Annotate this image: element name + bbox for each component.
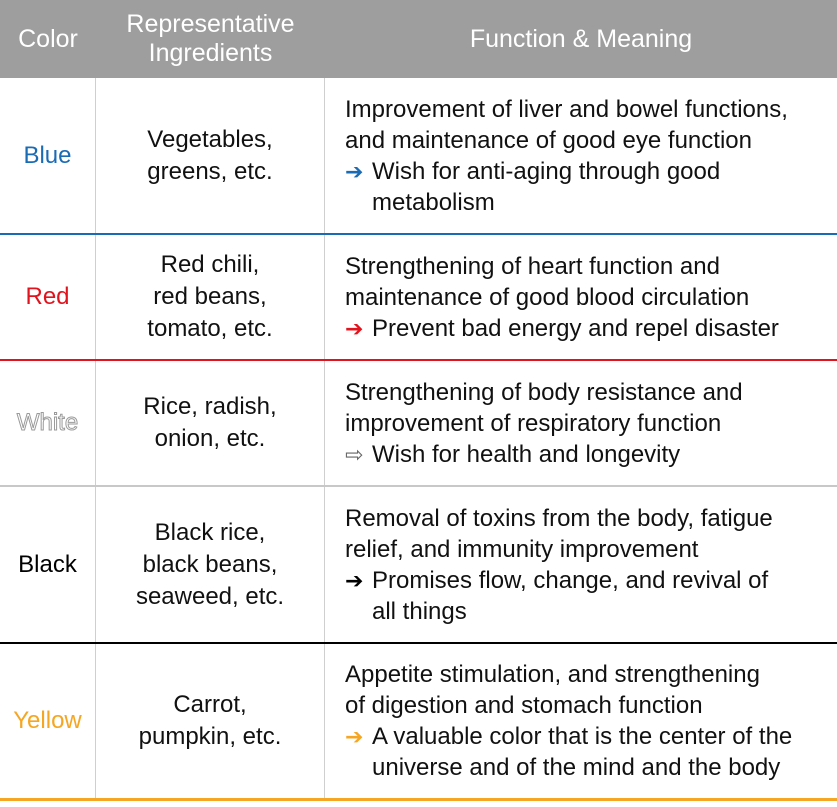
wish-text: Prevent bad energy and repel disaster	[372, 314, 779, 342]
ingredients-cell: Rice, radish, onion, etc.	[96, 361, 325, 485]
ingredients-cell: Red chili, red beans, tomato, etc.	[96, 235, 325, 359]
wish-line	[345, 565, 768, 627]
header-function: Function & Meaning	[469, 24, 693, 53]
function-cell	[325, 361, 837, 485]
function-text: Strengthening of heart function and maintenance of good blood circulation	[345, 252, 750, 311]
color-name: Black	[0, 487, 96, 642]
ingredients-cell: Vegetables, greens, etc.	[96, 78, 325, 233]
table-header	[0, 0, 837, 78]
function-cell	[325, 644, 837, 798]
color-name: Blue	[0, 78, 96, 233]
table-row-black	[0, 487, 837, 644]
wish-text: Wish for anti-aging through good metabolism	[372, 157, 721, 216]
ingredients-cell: Carrot, pumpkin, etc.	[96, 644, 325, 798]
arrow-right-icon: ➔	[345, 315, 364, 341]
function-cell	[325, 487, 837, 642]
arrow-right-icon: ➔	[345, 724, 364, 749]
header-ingredients: Representative Ingredients	[126, 10, 295, 67]
wish-text: A valuable color that is the center of the universe and of the mind and the body	[372, 723, 793, 781]
wish-text: Wish for health and longevity	[372, 440, 681, 468]
function-text: Improvement of liver and bowel functions, and maintenance of good eye function	[345, 95, 788, 154]
wish-line	[345, 439, 680, 470]
function-text: Removal of toxins from the body, fatigue relief, and immunity improvement	[345, 504, 773, 563]
wish-line	[345, 313, 779, 344]
wish-line	[345, 156, 720, 218]
wish-line	[345, 721, 792, 783]
color-name: White	[0, 361, 96, 485]
table-row-red	[0, 235, 837, 361]
color-name: Red	[0, 235, 96, 359]
color-name: Yellow	[0, 644, 96, 798]
wish-text: Promises flow, change, and revival of all things	[372, 566, 769, 625]
table-row-white	[0, 361, 837, 487]
outline-arrow-right-icon: ⇨	[345, 441, 364, 467]
arrow-right-icon: ➔	[345, 567, 364, 593]
arrow-right-icon: ➔	[345, 158, 364, 184]
table-row-yellow	[0, 644, 837, 801]
ingredients-cell: Black rice, black beans, seaweed, etc.	[96, 487, 325, 642]
function-text: Strengthening of body resistance and improvement of respiratory function	[345, 378, 743, 437]
function-text: Appetite stimulation, and strengthening of digestion and stomach function	[345, 661, 760, 719]
function-cell	[325, 78, 837, 233]
header-color: Color	[18, 24, 78, 53]
function-cell	[325, 235, 837, 359]
table-row-blue	[0, 78, 837, 235]
